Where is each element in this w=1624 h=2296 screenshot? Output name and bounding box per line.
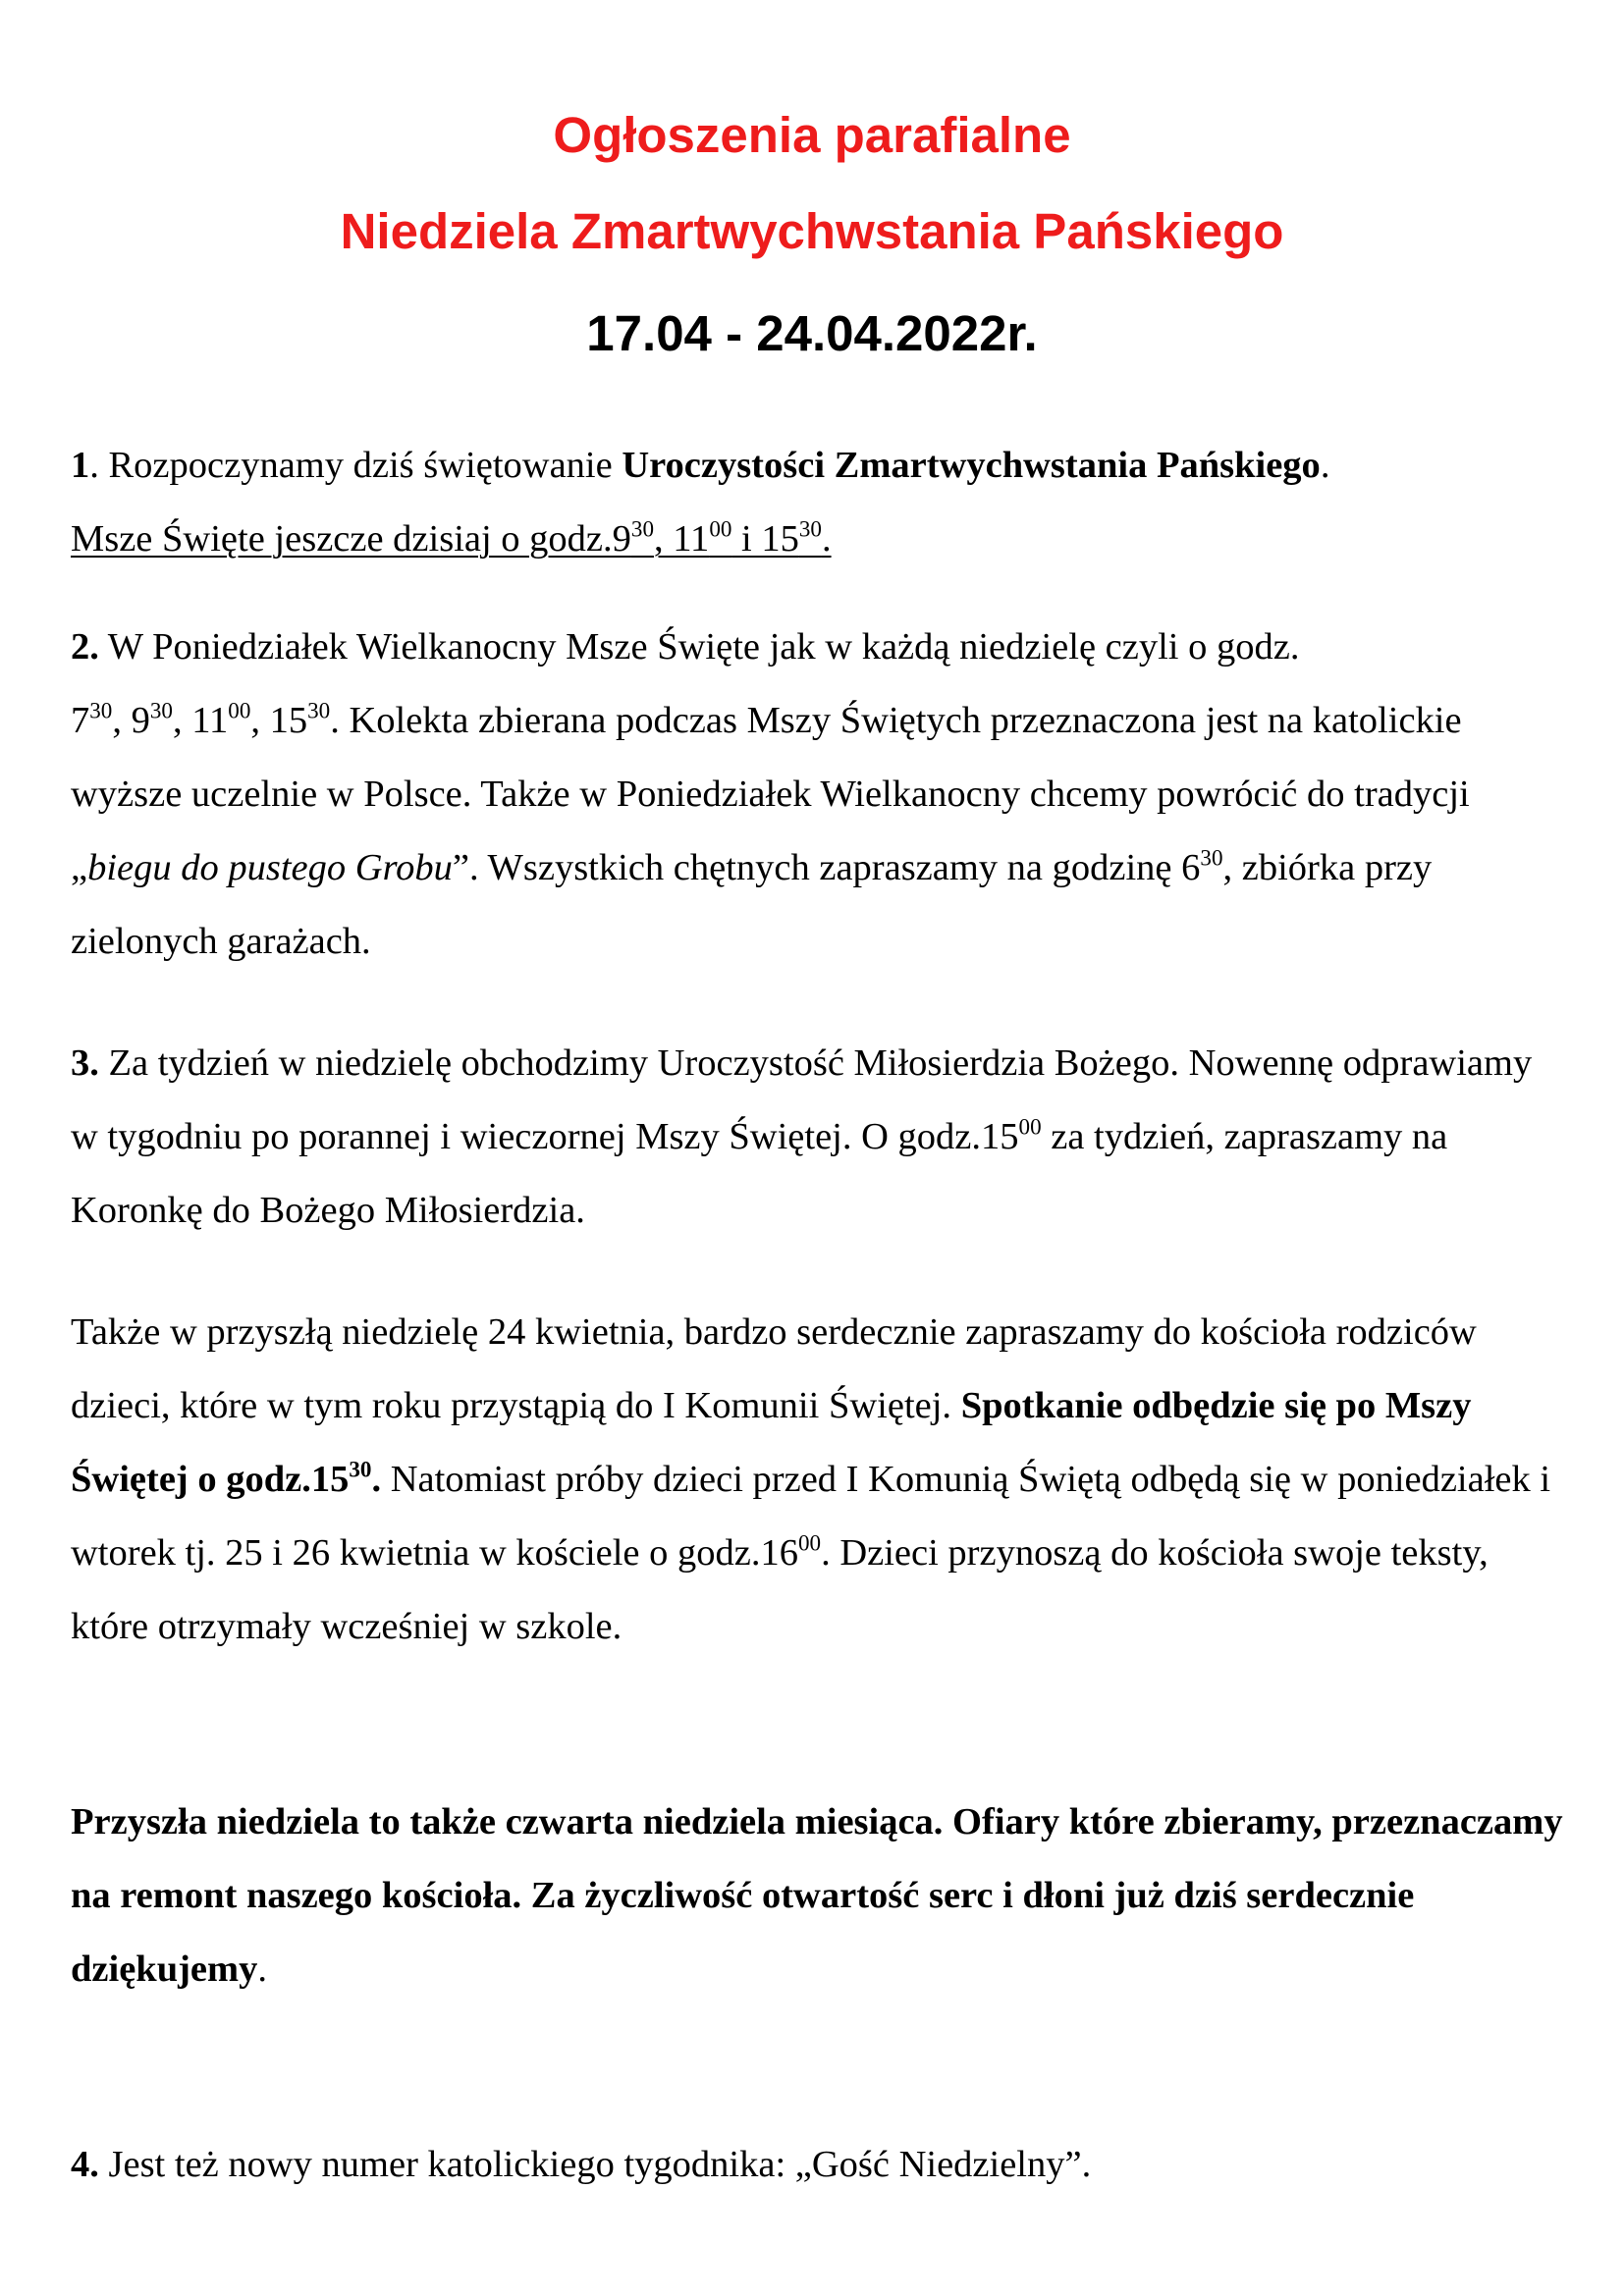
- announcement-1: 1. Rozpoczynamy dziś świętowanie Uroczystości Zmartwychwstania Pańskiego. Msze Święte jeszcze dzisiaj o $godz.9^{30}$, $11^{00}$ i $15^{30}$.: [71, 445, 1330, 560]
- announcement-2: 2. W Poniedziałek Wielkanocny Msze Święte jak w każdą niedzielę czyli o godz. $7^{30}$, $9^{30}$, $11^{00}$, $15^{30}$. Kolekta zbierana podczas Mszy Świętych przeznaczona jest na katolickie wyższe uczelnie w Polsce. Także w Poniedziałek Wielkanocny chcemy powrócić do tradycji „biegu do pustego Grobu”. Wszystkich chętnych zapraszamy na godzinę $6^{30}$, zbiórka przy zielonych garażach.: [71, 626, 1470, 962]
- announcement-4: 4. Jest też nowy numer katolickiego tygodnika: „Gość Niedzielny”.: [71, 2144, 1092, 2185]
- mass-times-monday: $7^{30}$, $9^{30}$, $11^{00}$, $15^{30}$: [71, 697, 331, 741]
- mass-times-today: Msze Święte jeszcze dzisiaj o $godz.9^{30}$, $11^{00}$ i $15^{30}$.: [71, 515, 832, 560]
- tradition-name: biegu do pustego Grobu: [87, 847, 453, 888]
- announcement-3: 3. Za tydzień w niedzielę obchodzimy Uroczystość Miłosierdzia Bożego. Nowennę odprawiamy w tygodniu po porannej i wieczornej Mszy Świętej. O $godz.15^{00}$ za tydzień, zapraszamy na Koronkę do Bożego Miłosierdzia.: [71, 1042, 1533, 1231]
- first-communion-note: Także w przyszłą niedzielę 24 kwietnia, bardzo serdecznie zapraszamy do kościoła rodziców dzieci, które w tym roku przystąpią do I Komunii Świętej. Spotkanie odbędzie się po Mszy Świętej o $godz.15^{30}$. Natomiast próby dzieci przed I Komunią Świętą odbędą się w poniedziałek i wtorek tj. 25 i 26 kwietnia w kościele o $godz.16^{00}$. Dzieci przynoszą do kościoła swoje teksty, które otrzymały wcześniej w szkole.: [71, 1311, 1551, 1647]
- announcement-number: 1: [71, 445, 90, 486]
- date-range: 17.04 - 24.04.2022r.: [586, 305, 1038, 361]
- page-subtitle: Niedziela Zmartwychwstania Pańskiego: [340, 203, 1284, 259]
- offering-note: Przyszła niedziela to także czwarta niedziela miesiąca. Ofiary które zbieramy, przeznaczamy na remont naszego kościoła. Za życzliwość otwartość serc i dłoni już dziś serdecznie dziękujemy.: [71, 1801, 1563, 1990]
- offering-text: Przyszła niedziela to także czwarta niedziela miesiąca. Ofiary które zbieramy, przeznaczamy na remont naszego kościoła. Za życzliwość otwartość serc i dłoni już dziś serdecznie dziękujemy: [71, 1801, 1563, 1990]
- announcement-number: 2.: [71, 626, 99, 667]
- announcement-number: 4.: [71, 2144, 99, 2185]
- feast-name: Uroczystości Zmartwychwstania Pańskiego: [622, 445, 1321, 486]
- announcement-number: 3.: [71, 1042, 99, 1084]
- page-title: Ogłoszenia parafialne: [553, 107, 1071, 163]
- meeting-info: Spotkanie odbędzie się po Mszy Świętej o $godz.15^{30}$.: [71, 1385, 1472, 1500]
